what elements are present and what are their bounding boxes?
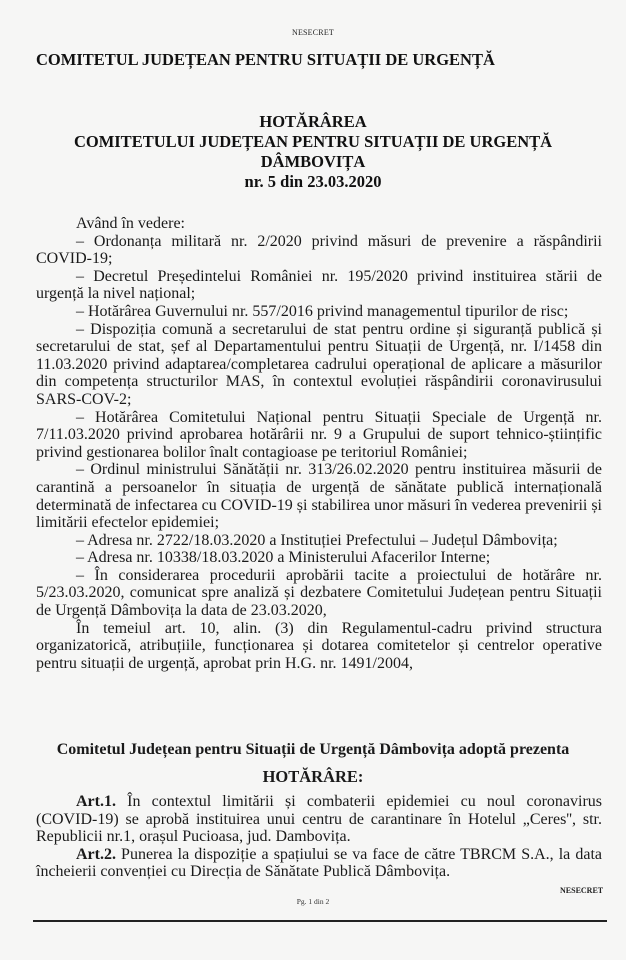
article-label: Art.2. [76, 845, 116, 863]
preamble-item: – Decretul Președintelui României nr. 195/2020 privind instituirea stării de urgență la nivel național; [36, 267, 602, 303]
preamble-item: – În considerarea procedurii aprobării tacite a proiectului de hotărâre nr. 5/23.03.2020, comunicat spre analiză și dezbatere Comitetului Județean pentru Situații de Urgență Dâmbovița la data de 23.03.2020, [36, 566, 602, 620]
decision-title [0, 112, 626, 192]
article-text: Punerea la dispoziție a spațiului se va face de către TBRCM S.A., la data încheierii convenției cu Direcția de Sănătate Publică Dâmbovița. [36, 845, 602, 881]
decision-number: nr. 5 din 23.03.2020 [244, 172, 382, 191]
preamble-intro: Având în vedere: [76, 215, 185, 232]
article-label: Art.1. [76, 793, 116, 810]
article-1 [36, 793, 602, 846]
organization-heading: COMITETUL JUDEȚEAN PENTRU SITUAȚII DE URGENȚĂ [36, 50, 495, 69]
article-text: În contextul limitării și combaterii epidemiei cu noul coronavirus (COVID-19) se aprobă instituirea unui centru de carantinare în Hotelul „Ceres'', str. Republicii nr.1, orașul Pucioasa, jud. Dambovița. [36, 793, 602, 846]
decision-heading: HOTĂRÂRE: [262, 767, 364, 786]
preamble-item: – Ordinul ministrului Sănătății nr. 313/26.02.2020 pentru instituirea măsurii de carantină a persoanelor în situația de urgență de sănătate publică internațională determinată de infectarea cu COVID-19 și stabilirea unor măsuri în vederea prevenirii și limitării efectelor epidemiei; [36, 461, 602, 532]
page-number: Pg. 1 din 2 [296, 897, 330, 906]
preamble-item: – Dispoziția comună a secretarului de stat pentru ordine și siguranță publică și secretarului de stat, șef al Departamentului pentru Situații de Urgență, nr. I/1458 din 11.03.2020 privind adaptarea/completarea cadrului operațional de aplicare a măsurilor din competența structurilor MAS, în contextul evoluției răspândirii coronavirusului SARS-COV-2; [36, 320, 602, 408]
classification-top: NESECRET [291, 28, 335, 37]
preamble-item: – Ordonanța militară nr. 2/2020 privind măsuri de prevenire a răspândirii COVID-19; [36, 232, 602, 268]
article-2 [36, 846, 602, 881]
preamble-item: – Hotărârea Guvernului nr. 557/2016 privind managementul tipurilor de risc; [76, 302, 569, 320]
preamble-item: – Adresa nr. 2722/18.03.2020 a Instituției Prefectului – Județul Dâmbovița; [76, 531, 558, 549]
footer-divider [33, 920, 607, 922]
preamble [36, 215, 602, 672]
title-line-1: HOTĂRÂREA [259, 112, 367, 131]
adoption-statement: Comitetul Județean pentru Situații de Urgență Dâmbovița adoptă prezenta [56, 741, 570, 758]
preamble-item: – Adresa nr. 10338/18.03.2020 a Ministerului Afacerilor Interne; [76, 549, 491, 567]
classification-bottom: NESECRET [560, 886, 604, 895]
preamble-item: – Hotărârea Comitetului Național pentru Situații Speciale de Urgență nr. 7/11.03.2020 privind aprobarea hotărârii nr. 9 a Grupului de suport tehnico-științific privind gestionarea bolilor înalt contagioase pe teritoriul României; [36, 408, 602, 461]
title-line-2: COMITETULUI JUDEȚEAN PENTRU SITUAȚII DE URGENȚĂ [73, 132, 553, 151]
title-line-3: DÂMBOVIȚA [260, 152, 366, 171]
articles [36, 793, 602, 881]
legal-basis: În temeiul art. 10, alin. (3) din Regulamentul-cadru privind structura organizatorică, atribuțiile, funcționarea și dotarea comitetelor și centrelor operative pentru situații de urgență, aprobat prin H.G. nr. 1491/2004, [36, 619, 602, 672]
